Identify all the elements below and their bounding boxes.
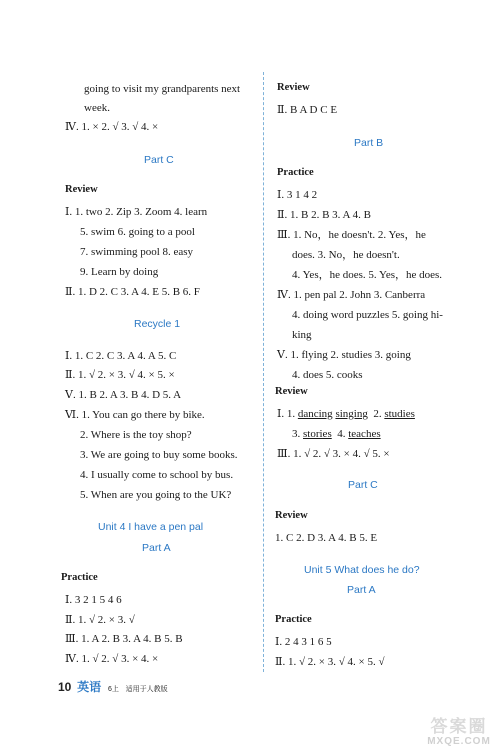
section-heading: Part A xyxy=(142,542,171,554)
section-label: Practice xyxy=(275,614,312,625)
section-heading: Part A xyxy=(347,584,376,596)
answer-line: Ⅱ. 1. √ 2. × 3. √ xyxy=(65,614,135,626)
text-segment: 3. xyxy=(292,428,301,440)
underlined-word: studies xyxy=(384,408,415,420)
answer-line: 4. I usually come to school by bus. xyxy=(80,469,234,481)
underlined-word: stories xyxy=(303,428,332,440)
answer-line: 4. Yes，he does. 5. Yes，he does. xyxy=(292,269,443,281)
section-label: Practice xyxy=(277,167,314,178)
answer-line: Ⅱ. 1. √ 2. × 3. √ 4. × 5. √ xyxy=(275,656,385,668)
underlined-word: singing xyxy=(335,408,368,420)
section-heading: Recycle 1 xyxy=(134,318,181,330)
text-segment: 2. xyxy=(373,408,382,420)
answer-line: 2. Where is the toy shop? xyxy=(80,429,192,441)
section-label: Review xyxy=(275,510,308,521)
answer-line: Ⅳ. 1. √ 2. √ 3. × 4. × xyxy=(65,653,159,665)
text-segment: Ⅰ. 1. xyxy=(277,408,296,420)
watermark-logo xyxy=(420,718,498,752)
answer-line: Ⅱ. 1. B 2. B 3. A 4. B xyxy=(277,209,371,221)
text-line: week. xyxy=(84,102,110,114)
answer-line: 4. doing word puzzles 5. going hi- xyxy=(292,309,443,321)
answer-line: Ⅴ. 1. flying 2. studies 3. going xyxy=(277,349,411,361)
answer-line: Ⅱ. 1. √ 2. × 3. √ 4. × 5. × xyxy=(65,369,175,381)
answer-line: Ⅳ. 1. × 2. √ 3. √ 4. × xyxy=(65,121,159,133)
subject-label: 英语 xyxy=(77,680,102,694)
section-label: Review xyxy=(275,386,308,397)
answer-line: does. 3. No，he doesn't. xyxy=(292,249,400,261)
answer-line: 3. We are going to buy some books. xyxy=(80,449,238,461)
answer-line: Ⅰ. 1. C 2. C 3. A 4. A 5. C xyxy=(65,350,177,362)
page-number: 10 xyxy=(58,680,72,694)
answer-line: Ⅰ. 3 1 4 2 xyxy=(277,189,318,201)
watermark-top: 答案圈 xyxy=(430,717,488,737)
answer-line xyxy=(277,407,415,421)
answer-line: Ⅳ. 1. pen pal 2. John 3. Canberra xyxy=(277,289,426,301)
answer-line: Ⅰ. 1. two 2. Zip 3. Zoom 4. learn xyxy=(65,206,208,218)
unit-heading: Unit 4 I have a pen pal xyxy=(98,521,204,533)
column-divider xyxy=(263,72,264,672)
answer-line: 9. Learn by doing xyxy=(80,266,159,278)
section-label: Practice xyxy=(61,572,98,583)
answer-line: 7. swimming pool 8. easy xyxy=(80,246,194,258)
answer-line: Ⅲ. 1. No，he doesn't. 2. Yes，he xyxy=(277,229,426,241)
answer-line: Ⅰ. 2 4 3 1 6 5 xyxy=(275,636,332,648)
answer-line xyxy=(292,427,381,441)
answer-line: 4. does 5. cooks xyxy=(292,369,363,381)
answer-line: 5. swim 6. going to a pool xyxy=(80,226,195,238)
page-footer xyxy=(58,678,168,695)
answer-line: Ⅲ. 1. A 2. B 3. A 4. B 5. B xyxy=(65,633,183,645)
underlined-word: teaches xyxy=(348,428,381,440)
answer-line: Ⅲ. 1. √ 2. √ 3. × 4. √ 5. × xyxy=(277,448,390,460)
edition-label: 适用于人教版 xyxy=(125,686,168,693)
answer-line: Ⅴ. 1. B 2. A 3. B 4. D 5. A xyxy=(65,389,182,401)
section-heading: Part C xyxy=(348,479,378,491)
unit-heading: Unit 5 What does he do? xyxy=(304,564,420,576)
answer-line: 5. When are you going to the UK? xyxy=(80,489,232,501)
watermark-bottom: MXQE.COM xyxy=(427,736,491,747)
answer-line: 1. C 2. D 3. A 4. B 5. E xyxy=(275,532,378,544)
underlined-word: dancing xyxy=(297,408,333,420)
answer-line: Ⅵ. 1. You can go there by bike. xyxy=(65,409,205,421)
answer-line: Ⅱ. B A D C E xyxy=(277,104,338,116)
section-heading: Part C xyxy=(144,154,174,166)
text-line: going to visit my grandparents next xyxy=(84,83,241,95)
answer-line: Ⅰ. 3 2 1 5 4 6 xyxy=(65,594,122,606)
section-heading: Part B xyxy=(354,137,384,149)
section-label: Review xyxy=(65,184,98,195)
section-label: Review xyxy=(277,82,310,93)
answer-line: Ⅱ. 1. D 2. C 3. A 4. E 5. B 6. F xyxy=(65,286,200,298)
answer-line: king xyxy=(292,329,312,341)
text-segment: 4. xyxy=(337,428,346,440)
grade-label: 6上 xyxy=(107,686,119,693)
